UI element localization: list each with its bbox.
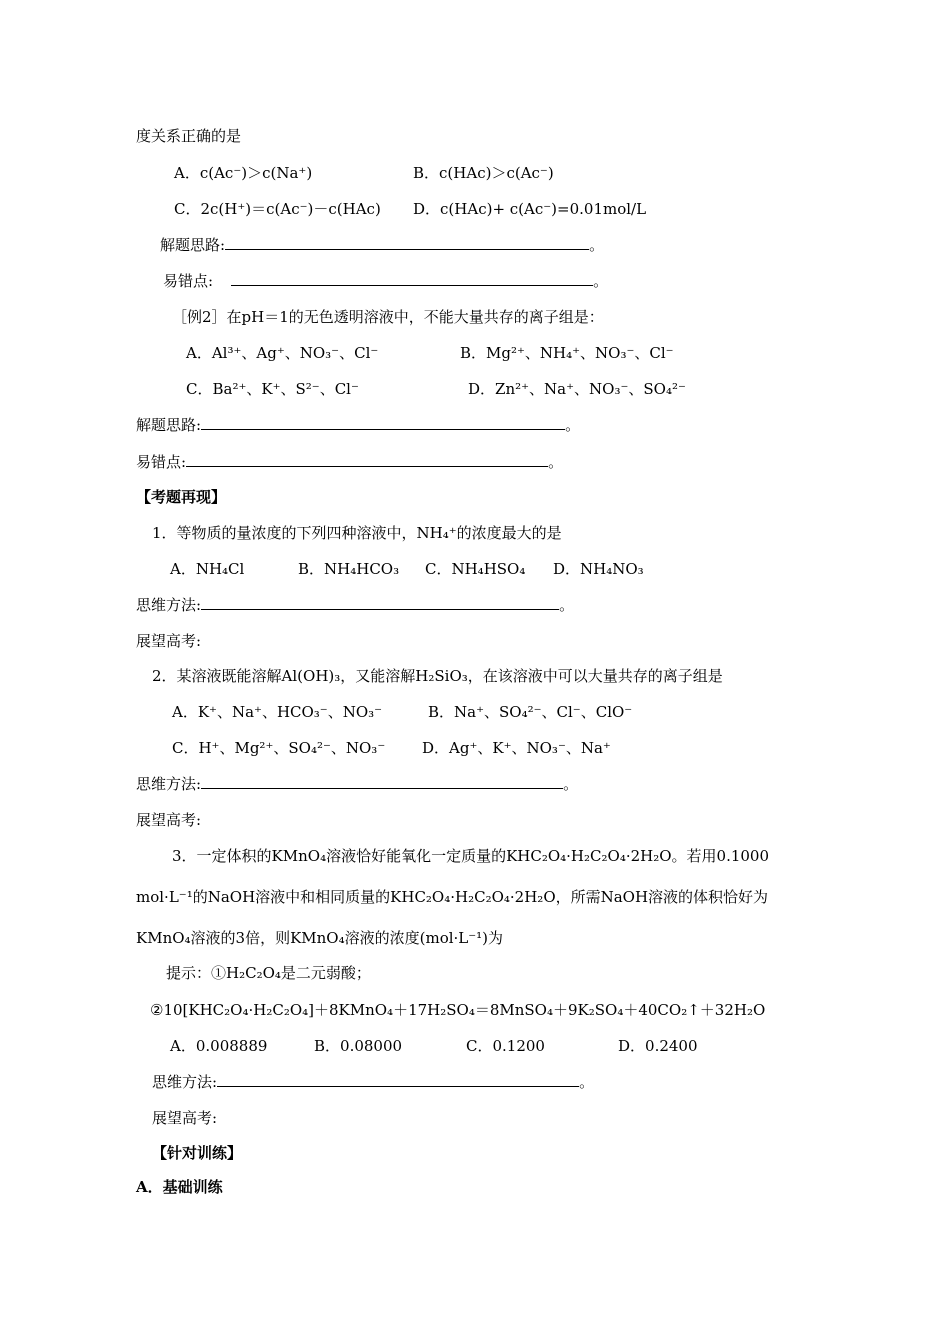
method-label: 思维方法: (152, 1073, 218, 1091)
option-a: A．c(Ac⁻)＞c(Na⁺) (174, 164, 313, 182)
answer-blank[interactable] (201, 774, 563, 789)
method-line (136, 774, 578, 794)
option-d: D．c(HAc)+ c(Ac⁻)=0.01mol/L (413, 200, 647, 218)
answer-blank[interactable] (201, 595, 559, 610)
method-label: 思维方法: (136, 775, 202, 793)
option-d: D．Zn²⁺、Na⁺、NO₃⁻、SO₄²⁻ (468, 380, 686, 398)
answer-blank[interactable] (201, 415, 565, 430)
outlook-label: 展望高考: (136, 632, 202, 650)
outlook-label: 展望高考: (136, 811, 202, 829)
section-heading: 【针对训练】 (152, 1144, 243, 1162)
hint-line1: 提示：①H₂C₂O₄是二元弱酸； (166, 964, 371, 982)
end-mark: 。 (579, 1073, 595, 1091)
option-d: D．Ag⁺、K⁺、NO₃⁻、Na⁺ (422, 739, 611, 757)
option-c: C．0.1200 (466, 1037, 545, 1055)
question-stem-line1: 3．一定体积的KMnO₄溶液恰好能氧化一定质量的KHC₂O₄·H₂C₂O₄·2H₂O。若用0.1000 (172, 847, 770, 865)
answer-blank[interactable] (186, 452, 548, 467)
error-line (136, 452, 563, 472)
end-mark: 。 (593, 272, 609, 290)
solution-label: 解题思路: (136, 416, 202, 434)
option-a: A．Al³⁺、Ag⁺、NO₃⁻、Cl⁻ (186, 344, 379, 362)
hint-line2: ②10[KHC₂O₄·H₂C₂O₄]＋8KMnO₄＋17H₂SO₄＝8MnSO₄＋9K₂SO₄＋40CO₂↑＋32H₂O (150, 1001, 766, 1019)
method-line (136, 595, 574, 615)
error-label: 易错点: (136, 453, 187, 471)
section-heading: 【考题再现】 (136, 488, 227, 506)
answer-blank[interactable] (231, 271, 593, 286)
end-mark: 。 (559, 596, 575, 614)
question-stem: 1．等物质的量浓度的下列四种溶液中，NH₄⁺的浓度最大的是 (152, 524, 562, 542)
option-d: D．0.2400 (618, 1037, 698, 1055)
end-mark: 。 (563, 775, 579, 793)
option-c: C．H⁺、Mg²⁺、SO₄²⁻、NO₃⁻ (172, 739, 386, 757)
method-line (152, 1072, 594, 1092)
method-label: 思维方法: (136, 596, 202, 614)
end-mark: 。 (565, 416, 581, 434)
example-stem: ［例2］在pH＝1的无色透明溶液中，不能大量共存的离子组是： (172, 308, 604, 326)
solution-label: 解题思路: (160, 236, 226, 254)
subsection-heading: A．基础训练 (136, 1178, 223, 1196)
error-label: 易错点: (163, 272, 214, 290)
option-a: A．NH₄Cl (170, 560, 245, 578)
option-b: B．Na⁺、SO₄²⁻、Cl⁻、ClO⁻ (428, 703, 633, 721)
question-stem: 度关系正确的是 (136, 127, 242, 145)
end-mark: 。 (548, 453, 564, 471)
option-c: C．2c(H⁺)＝c(Ac⁻)－c(HAc) (174, 200, 381, 218)
answer-blank[interactable] (225, 235, 589, 250)
option-b: B．NH₄HCO₃ (298, 560, 400, 578)
solution-line (160, 235, 604, 255)
answer-blank[interactable] (217, 1072, 579, 1087)
solution-line (136, 415, 580, 435)
option-c: C．NH₄HSO₄ (425, 560, 526, 578)
option-c: C．Ba²⁺、K⁺、S²⁻、Cl⁻ (186, 380, 359, 398)
question-stem: 2．某溶液既能溶解Al(OH)₃，又能溶解H₂SiO₃，在该溶液中可以大量共存的离子组是 (152, 667, 723, 685)
option-a: A．0.008889 (170, 1037, 268, 1055)
option-a: A．K⁺、Na⁺、HCO₃⁻、NO₃⁻ (172, 703, 383, 721)
question-stem-line3: KMnO₄溶液的3倍，则KMnO₄溶液的浓度(mol·L⁻¹)为 (136, 929, 504, 947)
outlook-label: 展望高考: (152, 1109, 218, 1127)
option-b: B．0.08000 (314, 1037, 403, 1055)
option-b: B．c(HAc)＞c(Ac⁻) (413, 164, 554, 182)
option-b: B．Mg²⁺、NH₄⁺、NO₃⁻、Cl⁻ (460, 344, 674, 362)
error-line (163, 271, 608, 291)
question-stem-line2: mol·L⁻¹的NaOH溶液中和相同质量的KHC₂O₄·H₂C₂O₄·2H₂O，所需NaOH溶液的体积恰好为 (136, 888, 769, 906)
option-d: D．NH₄NO₃ (553, 560, 644, 578)
end-mark: 。 (589, 236, 605, 254)
